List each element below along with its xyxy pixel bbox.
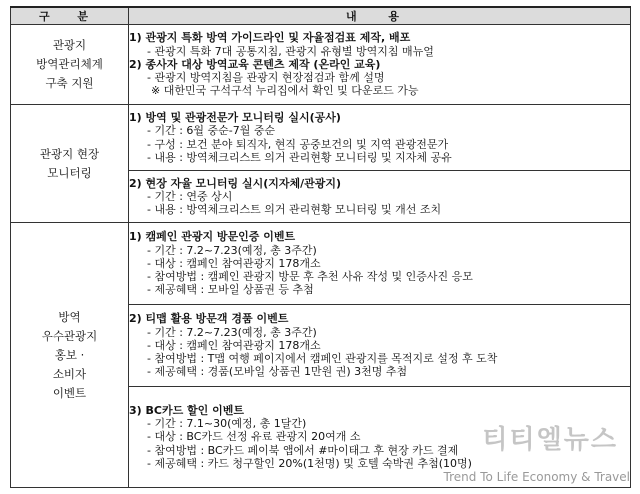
table-header-row	[11, 7, 631, 25]
content-box	[129, 105, 631, 171]
category-line: 이벤트	[52, 385, 87, 400]
item-heading: 2) 티맵 활용 방문객 경품 이벤트	[129, 312, 289, 326]
category-line: 관광지	[52, 38, 87, 52]
event-plan-table	[10, 6, 631, 488]
category-line: 관광지 현장	[39, 146, 100, 161]
item-line: - 기간 : 7.2~7.23(예정, 총 3주간)	[147, 325, 317, 339]
content-box	[129, 25, 631, 105]
item-line: - 기간 : 연중 상시	[147, 189, 233, 203]
item-line: - 제공혜택 : 경품(모바일 상품권 1만원 권) 3천명 추첨	[147, 365, 408, 379]
header-content: 내 용	[129, 7, 631, 25]
table-row	[11, 105, 631, 171]
item-line: - 구성 : 보건 분야 퇴직자, 현직 공중보건의 및 지역 관광전문가	[147, 137, 449, 151]
item-heading: 1) 관광지 특화 방역 가이드라인 및 자율점검표 제작, 배포	[129, 31, 411, 45]
item-line: - 관광지 방역지침을 관광지 현장점검과 함께 설명	[147, 71, 385, 85]
item-heading: 3) BC카드 할인 이벤트	[129, 403, 245, 417]
content-box	[129, 305, 631, 387]
item-line: - 기간 : 7.2~7.23(예정, 총 3주간)	[147, 243, 317, 257]
item-heading: 1) 방역 및 관광전문가 모니터링 실시(공사)	[129, 110, 341, 124]
watermark-logo: 티티엘뉴스	[482, 425, 618, 455]
item-heading: 2) 종사자 대상 방역교육 콘텐츠 제작 (온라인 교육)	[129, 57, 381, 71]
item-line: - 참여방법 : T맵 여행 페이지에서 캠페인 관광지를 목적지로 설정 후 도착	[147, 352, 498, 366]
category-line: 소비자	[52, 366, 87, 381]
category-line: 방역관리체계	[36, 57, 103, 71]
item-line: - 대상 : 캠페인 참여관광지 178개소	[147, 256, 321, 270]
category-line: 홍보 ·	[54, 347, 85, 362]
item-heading: 2) 현장 자율 모니터링 실시(지자체/관광지)	[129, 176, 342, 190]
content-box	[129, 171, 631, 223]
item-line: - 제공혜택 : 카드 청구할인 20%(1천명) 및 호텔 숙박권 추첨(10명)	[147, 456, 472, 470]
header-category: 구 분	[11, 7, 129, 25]
category-cell	[11, 223, 129, 488]
item-line: - 대상 : 캠페인 참여관광지 178개소	[147, 338, 321, 352]
item-line: - 참여방법 : BC카드 페이북 앱에서 #마이태그 후 현장 카드 결제	[147, 443, 459, 457]
item-line: - 내용 : 방역체크리스트 의거 관리현황 모니터링 및 지자체 공유	[147, 150, 452, 164]
item-line: - 기간 : 7.1~30(예정, 총 1달간)	[147, 417, 307, 431]
item-line: - 내용 : 방역체크리스트 의거 관리현황 모니터링 및 개선 조치	[147, 203, 442, 217]
table-row	[11, 25, 631, 105]
category-line: 방역	[58, 309, 81, 324]
item-line: - 참여방법 : 캠페인 관광지 방문 후 추천 사유 작성 및 인증사진 응모	[147, 270, 473, 284]
item-note: ※ 대한민국 구석구석 누리집에서 확인 및 다운로드 가능	[151, 84, 419, 98]
item-line: - 제공혜택 : 모바일 상품권 등 추첨	[147, 283, 314, 297]
item-heading: 1) 캠페인 관광지 방문인증 이벤트	[129, 230, 296, 244]
item-line: - 관광지 특화 7대 공통지침, 관광지 유형별 방역지침 매뉴얼	[147, 44, 434, 58]
category-line: 구축 지원	[45, 76, 94, 90]
table-row	[11, 223, 631, 305]
category-cell	[11, 105, 129, 223]
category-cell	[11, 25, 129, 105]
content-box	[129, 223, 631, 305]
watermark-tagline: Trend To Life Economy & Travel	[443, 470, 630, 484]
item-line: - 대상 : BC카드 선정 유료 관광지 20여개 소	[147, 430, 361, 444]
item-line: - 기간 : 6월 중순-7월 중순	[147, 124, 276, 138]
category-line: 우수관광지	[41, 328, 98, 343]
category-line: 모니터링	[47, 165, 92, 180]
